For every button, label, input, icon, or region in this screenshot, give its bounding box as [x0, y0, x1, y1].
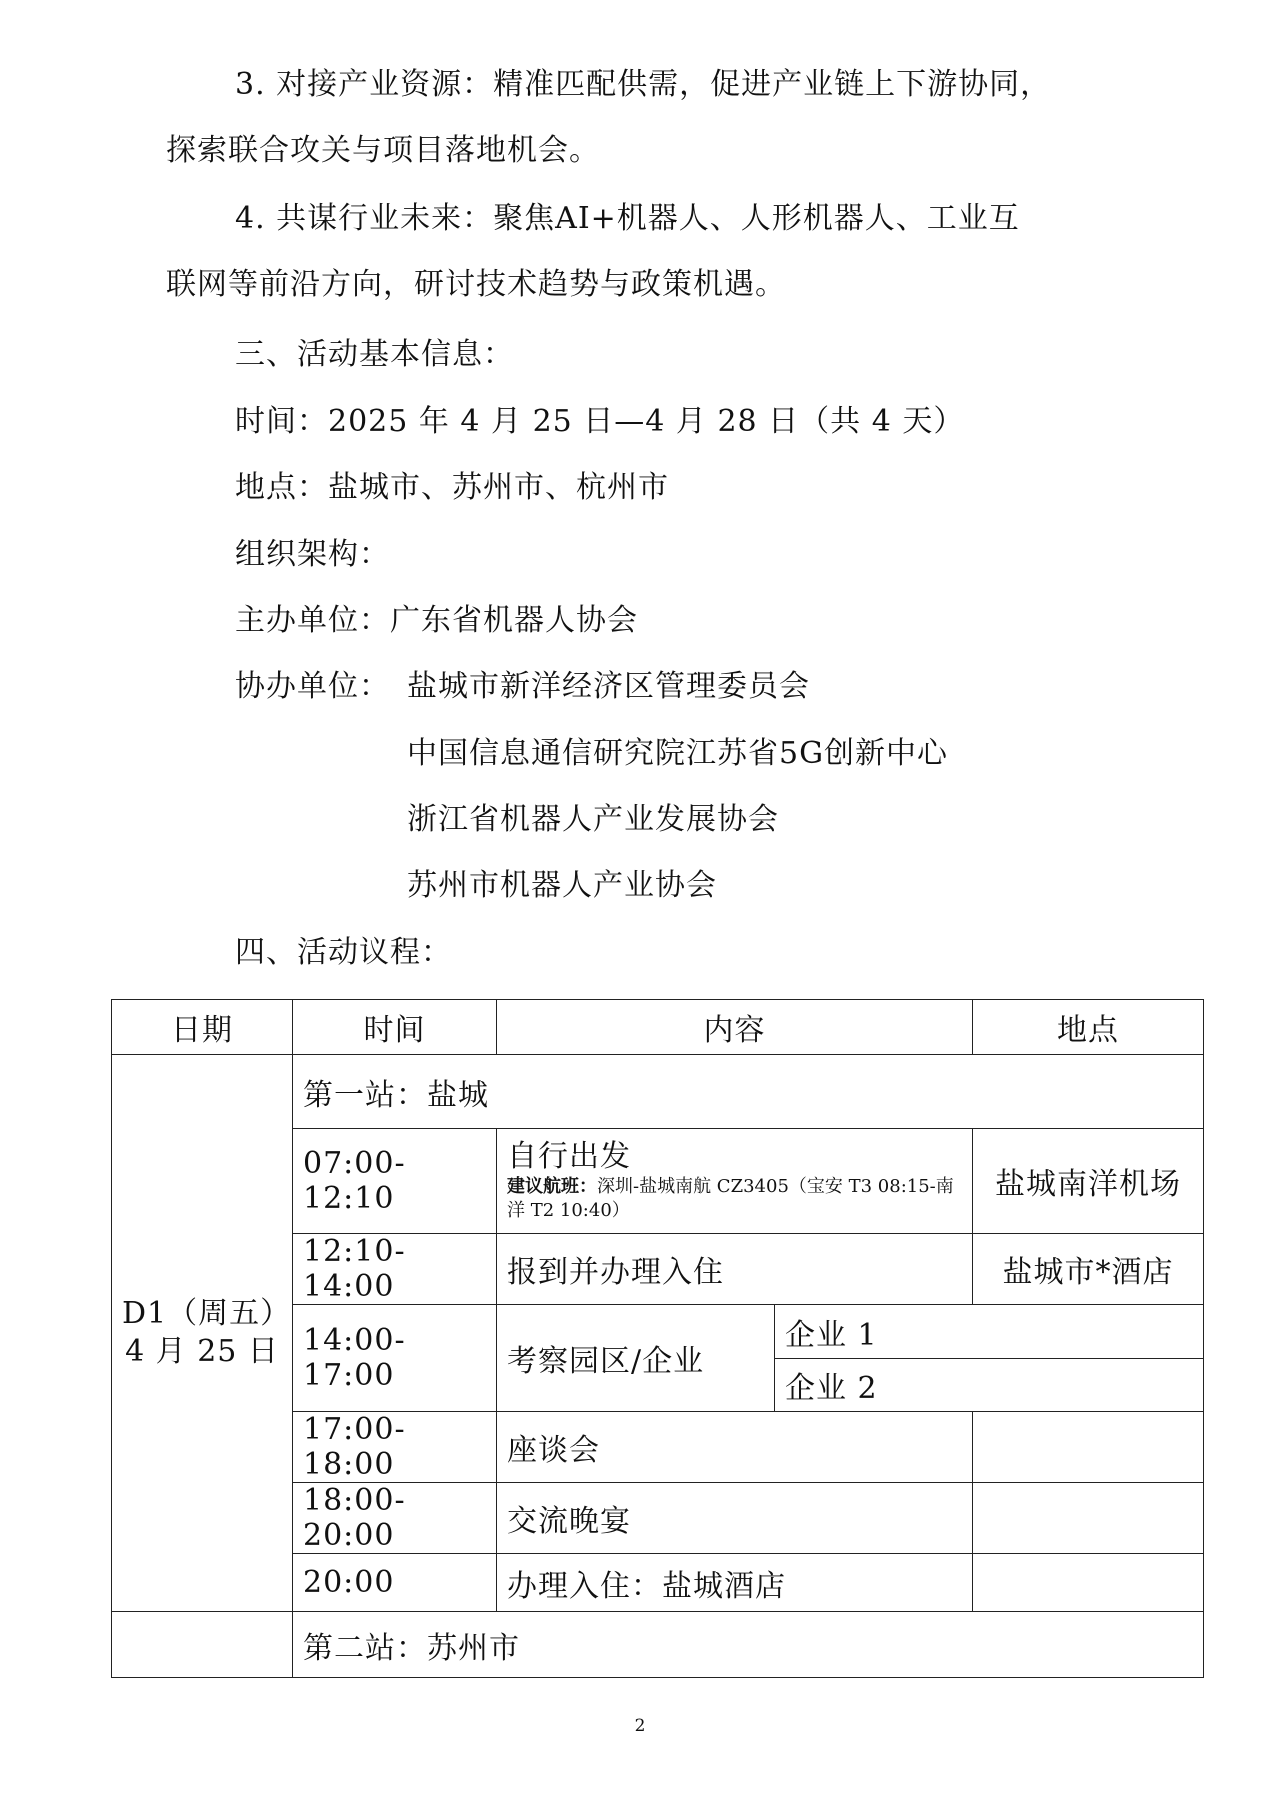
- company-1: 企业 1: [775, 1305, 1204, 1359]
- row-time: 17:00-18:00: [293, 1412, 497, 1483]
- row-content: 考察园区/企业: [497, 1305, 775, 1412]
- row-place: 盐城市*酒店: [973, 1234, 1204, 1305]
- row-place: [973, 1483, 1204, 1554]
- row-place: 盐城南洋机场: [973, 1129, 1204, 1234]
- event-location: 地点：盐城市、苏州市、杭州市: [235, 470, 669, 505]
- row-place: [973, 1412, 1204, 1483]
- paragraph-3-line-2: 探索联合攻关与项目落地机会。: [166, 133, 600, 168]
- flight-text: 深圳-盐城南航 CZ3405（宝安 T3 08:15-南洋 T2 10:40）: [507, 1176, 954, 1221]
- header-time: 时间: [293, 1000, 497, 1055]
- page-number: 2: [634, 1716, 646, 1736]
- station-1-label: 第一站：盐城: [293, 1055, 1204, 1129]
- day1-date-line1: D1（周五）: [122, 1296, 292, 1331]
- event-time: 时间：2025 年 4 月 25 日—4 月 28 日（共 4 天）: [235, 404, 965, 439]
- paragraph-3-line-1: 3. 对接产业资源：精准匹配供需，促进产业链上下游协同，: [235, 67, 1052, 102]
- row-content: 交流晚宴: [497, 1483, 973, 1554]
- row-content: 座谈会: [497, 1412, 973, 1483]
- row-content: 办理入住：盐城酒店: [497, 1554, 973, 1612]
- flight-label: 建议航班：: [507, 1176, 597, 1197]
- paragraph-4-line-1: 4. 共谋行业未来：聚焦AI+机器人、人形机器人、工业互: [235, 201, 1020, 236]
- row-time: 18:00-20:00: [293, 1483, 497, 1554]
- section-4-heading: 四、活动议程：: [235, 935, 452, 970]
- header-place: 地点: [973, 1000, 1204, 1055]
- co-organizer-2: 中国信息通信研究院江苏省5G创新中心: [407, 736, 949, 771]
- section-3-heading: 三、活动基本信息：: [235, 337, 514, 372]
- header-date: 日期: [112, 1000, 293, 1055]
- flight-suggestion: [507, 1175, 962, 1223]
- station-2-row: [112, 1612, 1204, 1678]
- co-organizer-3: 浙江省机器人产业发展协会: [407, 802, 779, 837]
- station-2-label: 第二站：苏州市: [293, 1612, 1204, 1678]
- station-1-row: [112, 1055, 1204, 1129]
- day1-date-line2: 4 月 25 日: [125, 1334, 279, 1369]
- row-time: 07:00-12:10: [293, 1129, 497, 1234]
- host-organizer: 主办单位：广东省机器人协会: [235, 603, 638, 638]
- paragraph-4-line-2: 联网等前沿方向，研讨技术趋势与政策机遇。: [166, 267, 786, 302]
- company-2: 企业 2: [775, 1359, 1204, 1412]
- organization-structure-label: 组织架构：: [235, 537, 390, 572]
- agenda-table: [111, 999, 1204, 1678]
- co-organizer-4: 苏州市机器人产业协会: [407, 868, 717, 903]
- row-time: 12:10-14:00: [293, 1234, 497, 1305]
- depart-title: 自行出发: [507, 1139, 631, 1174]
- row-time: 14:00-17:00: [293, 1305, 497, 1412]
- co-organizer-1: 盐城市新洋经济区管理委员会: [407, 669, 810, 704]
- row-content: [497, 1129, 973, 1234]
- row-time: 20:00: [293, 1554, 497, 1612]
- co-organizer-label: 协办单位：: [235, 669, 390, 704]
- row-place: [973, 1554, 1204, 1612]
- row-content: 报到并办理入住: [497, 1234, 973, 1305]
- day1-date-cell: [112, 1055, 293, 1612]
- empty-date-cell: [112, 1612, 293, 1678]
- header-content: 内容: [497, 1000, 973, 1055]
- agenda-header-row: [112, 1000, 1204, 1055]
